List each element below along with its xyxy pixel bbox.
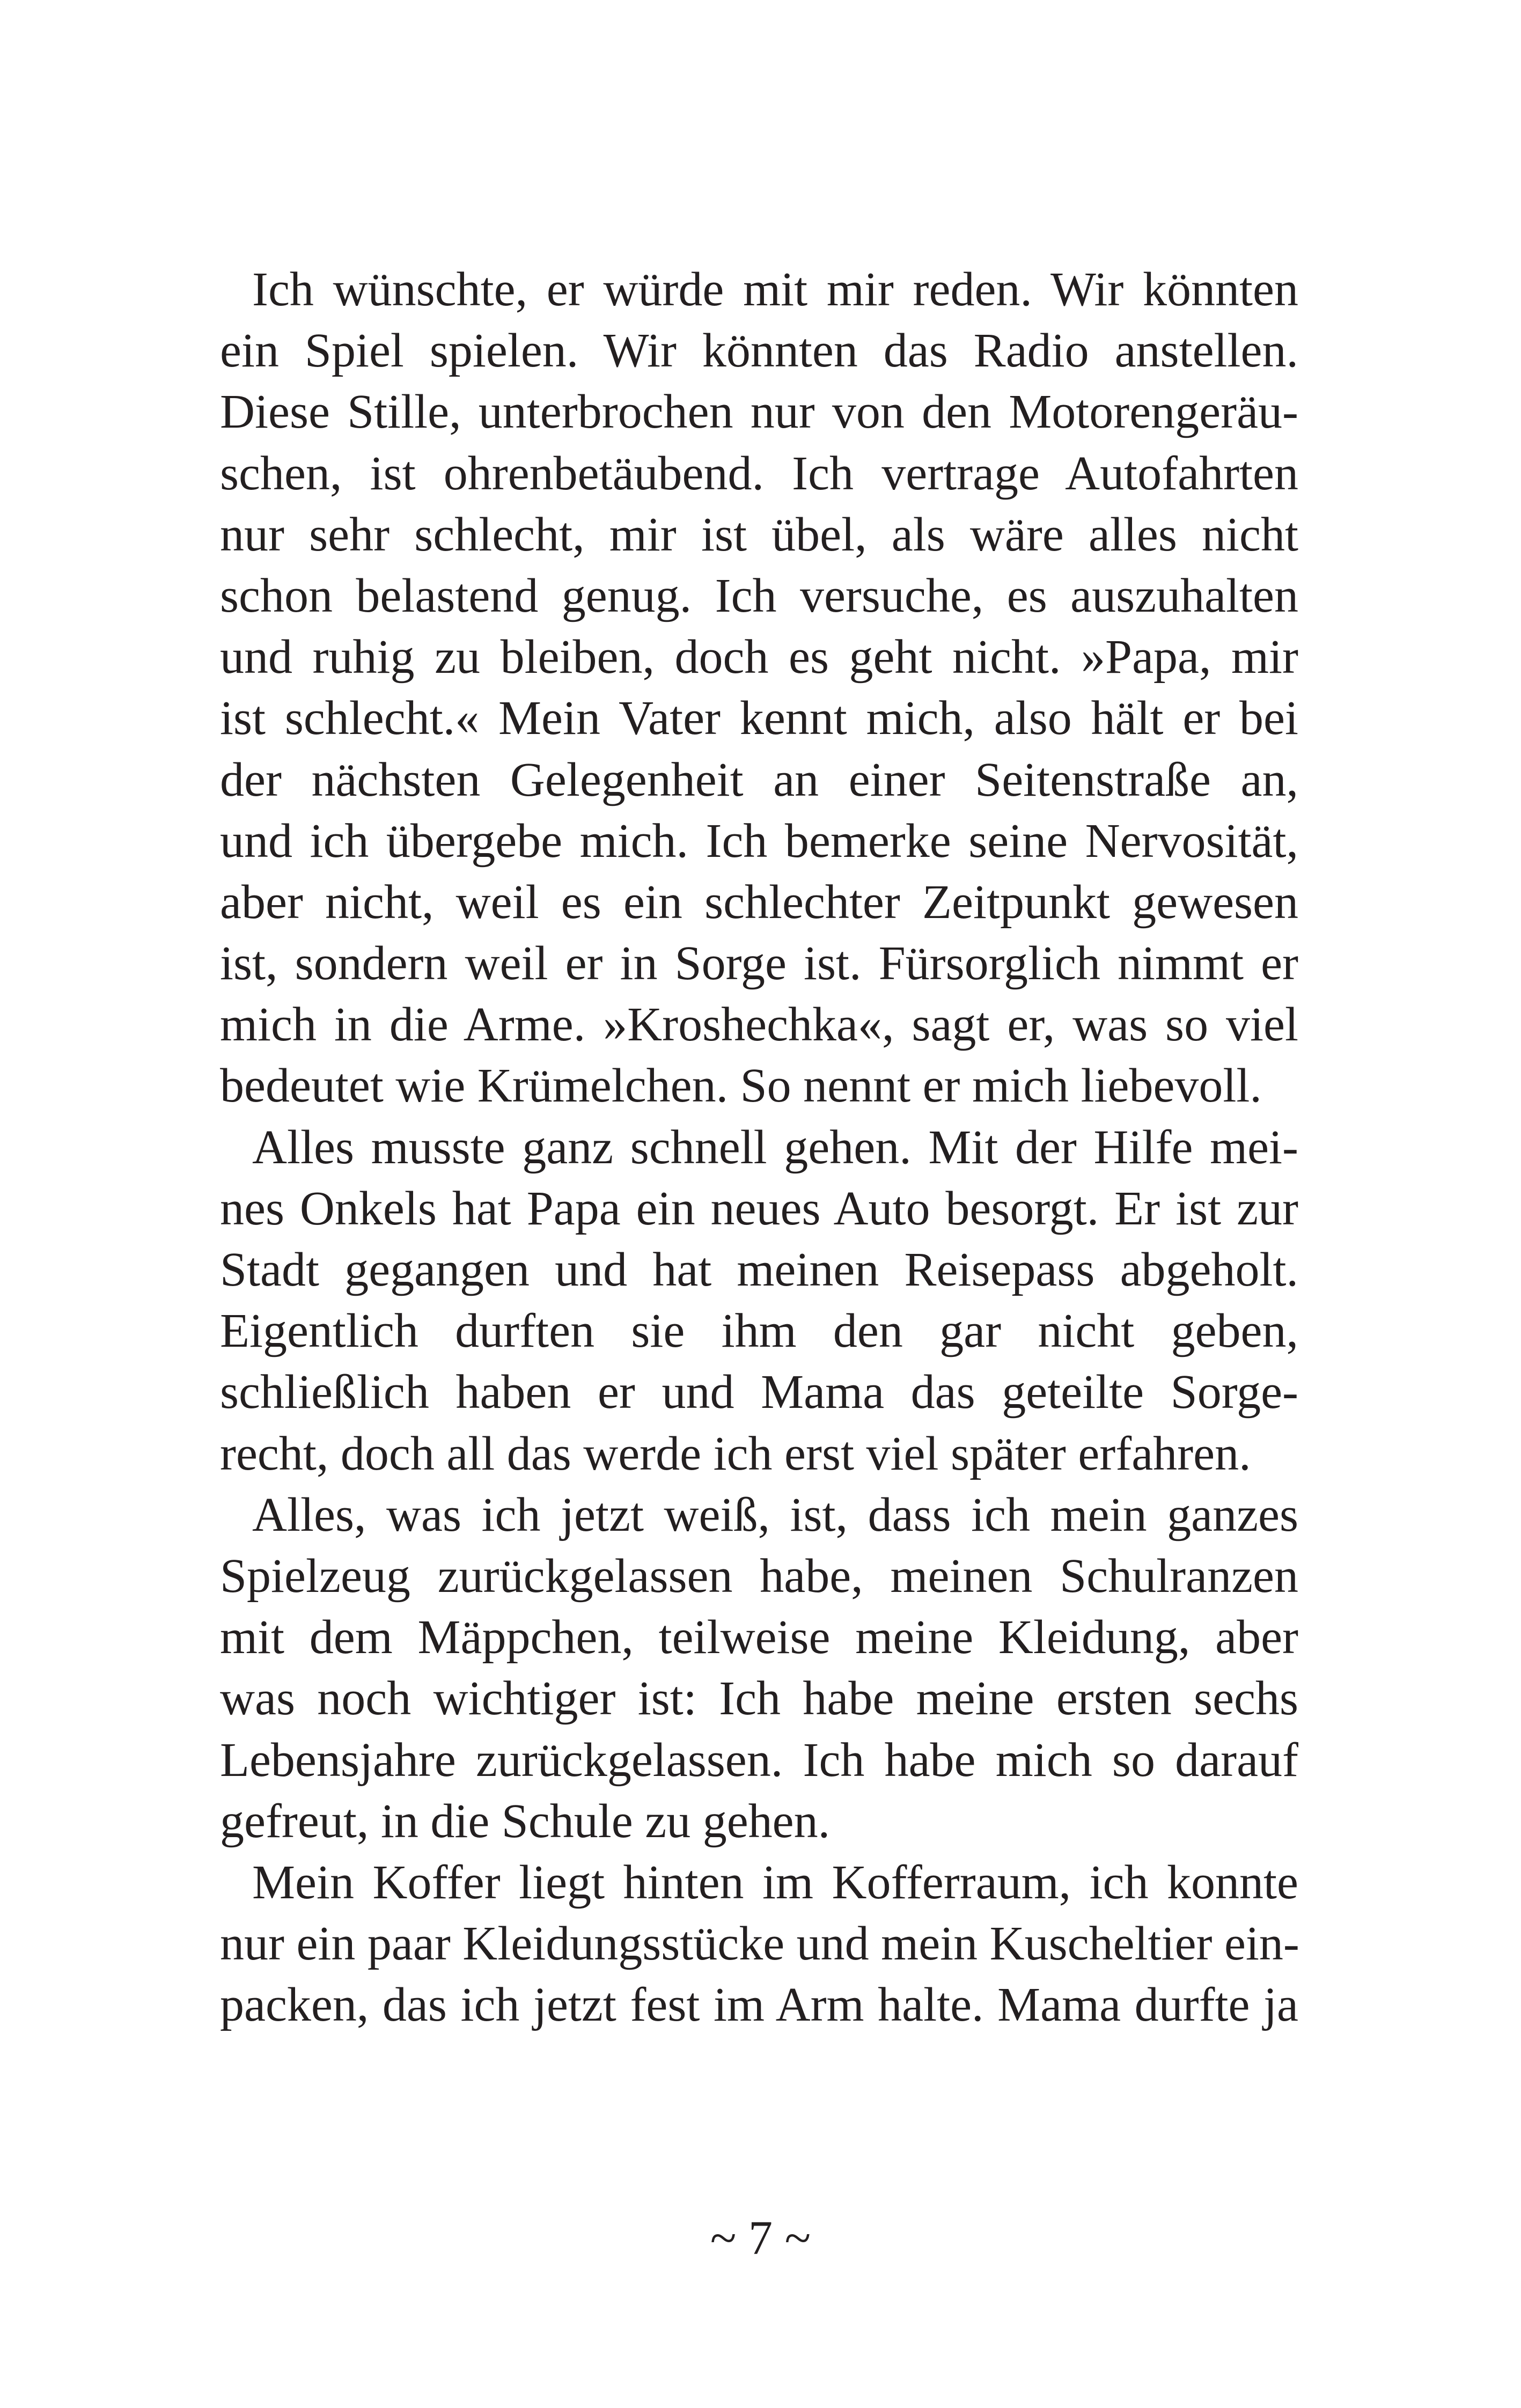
text-line: ist schlecht.« Mein Vater kennt mich, also hält er bei bbox=[220, 692, 1298, 745]
text-line: und ich übergebe mich. Ich bemerke seine Nervosität, bbox=[220, 814, 1298, 868]
text-line: Eigentlich durften sie ihm den gar nicht geben, bbox=[220, 1304, 1298, 1358]
body-text bbox=[220, 259, 1298, 2036]
page-number: ~ 7 ~ bbox=[710, 2212, 811, 2265]
paragraph bbox=[220, 1485, 1298, 1852]
text-line: Ich wünschte, er würde mit mir reden. Wir könnten bbox=[252, 263, 1298, 316]
text-line: packen, das ich jetzt fest im Arm halte. Mama durfte ja bbox=[220, 1978, 1298, 2032]
text-line: mit dem Mäppchen, teilweise meine Kleidung, aber bbox=[220, 1611, 1298, 1664]
text-line: schon belastend genug. Ich versuche, es auszuhalten bbox=[220, 569, 1298, 622]
text-line: mich in die Arme. »Kroshechka«, sagt er, was so viel bbox=[220, 998, 1298, 1052]
text-line: recht, doch all das werde ich erst viel später erfahren. bbox=[220, 1427, 1251, 1480]
text-line: ist, sondern weil er in Sorge ist. Fürsorglich nimmt er bbox=[220, 937, 1298, 990]
text-line: bedeutet wie Krümelchen. So nennt er mich liebevoll. bbox=[220, 1059, 1262, 1113]
paragraph bbox=[220, 259, 1298, 1117]
text-line: und ruhig zu bleiben, doch es geht nicht. »Papa, mir bbox=[220, 630, 1298, 684]
text-line: Diese Stille, unterbrochen nur von den Motorengeräu- bbox=[220, 385, 1298, 439]
text-line: Spielzeug zurückgelassen habe, meinen Schulranzen bbox=[220, 1549, 1298, 1603]
text-line: gefreut, in die Schule zu gehen. bbox=[220, 1794, 831, 1848]
text-line: Mein Koffer liegt hinten im Kofferraum, ich konnte bbox=[252, 1855, 1298, 1909]
text-line: Alles musste ganz schnell gehen. Mit der Hilfe mei- bbox=[252, 1120, 1298, 1174]
text-line: schließlich haben er und Mama das geteilte Sorge- bbox=[220, 1365, 1298, 1419]
text-line: nur ein paar Kleidungsstücke und mein Kuscheltier ein- bbox=[220, 1917, 1299, 1971]
text-line: was noch wichtiger ist: Ich habe meine ersten sechs bbox=[220, 1672, 1298, 1726]
paragraph bbox=[220, 1852, 1298, 2036]
text-line: Alles, was ich jetzt weiß, ist, dass ich mein ganzes bbox=[252, 1488, 1298, 1541]
text-line: ein Spiel spielen. Wir könnten das Radio anstellen. bbox=[220, 324, 1298, 378]
text-line: nur sehr schlecht, mir ist übel, als wäre alles nicht bbox=[220, 508, 1298, 561]
text-line: Lebensjahre zurückgelassen. Ich habe mich so darauf bbox=[220, 1733, 1298, 1787]
text-line: der nächsten Gelegenheit an einer Seitenstraße an, bbox=[220, 753, 1298, 806]
text-line: schen, ist ohrenbetäubend. Ich vertrage Autofahrten bbox=[220, 446, 1298, 500]
text-line: nes Onkels hat Papa ein neues Auto besorgt. Er ist zur bbox=[220, 1181, 1298, 1235]
paragraph bbox=[220, 1117, 1298, 1485]
text-line: aber nicht, weil es ein schlechter Zeitpunkt gewesen bbox=[220, 875, 1298, 929]
text-line: Stadt gegangen und hat meinen Reisepass abgeholt. bbox=[220, 1243, 1298, 1296]
